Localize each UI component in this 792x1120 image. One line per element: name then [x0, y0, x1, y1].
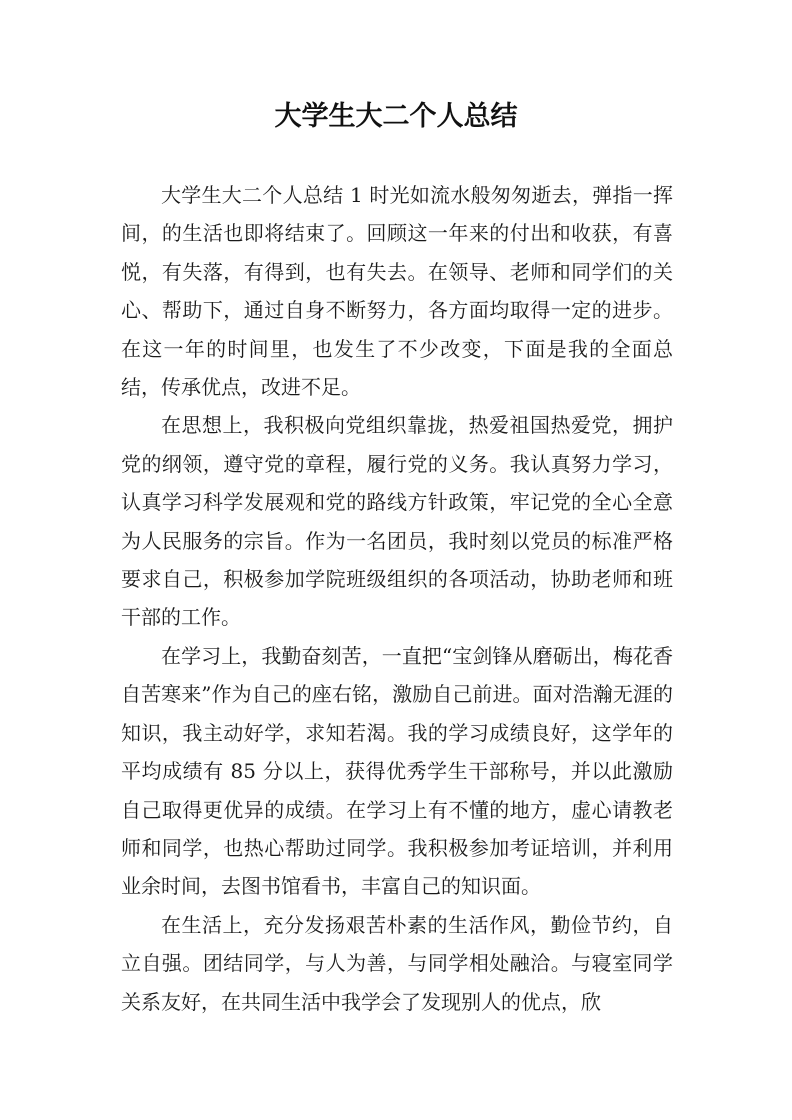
paragraph-life: 在生活上，充分发扬艰苦朴素的生活作风，勤俭节约，自立自强。团结同学，与人为善，与同学相处融洽。与寝室同学关系友好，在共同生活中我学会了发现别人的优点，欣: [121, 912, 673, 1014]
paragraph-study: 在学习上，我勤奋刻苦，一直把“宝剑锋从磨砺出，梅花香自苦寒来”作为自己的座右铭，激励自己前进。面对浩瀚无涯的知识，我主动好学，求知若渴。我的学习成绩良好，这学年的平均成绩有 85 分以上，获得优秀学生干部称号，并以此激励自己取得更优异的成绩。在学习上有不懂的地方，虚心请教老师和同学，也热心帮助过同学。我积极参加考证培训，并利用业余时间，去图书馆看书，丰富自己的知识面。: [121, 643, 673, 899]
document-title: 大学生大二个人总结: [274, 101, 518, 132]
paragraph-ideology: 在思想上，我积极向党组织靠拢，热爱祖国热爱党，拥护党的纲领，遵守党的章程，履行党的义务。我认真努力学习，认真学习科学发展观和党的路线方针政策，牢记党的全心全意为人民服务的宗旨。作为一名团员，我时刻以党员的标准严格要求自己，积极参加学院班级组织的各项活动，协助老师和班干部的工作。: [121, 413, 673, 630]
paragraph-intro: 大学生大二个人总结 1 时光如流水般匆匆逝去，弹指一挥间，的生活也即将结束了。回顾这一年来的付出和收获，有喜悦，有失落，有得到，也有失去。在领导、老师和同学们的关心、帮助下，通过自身不断努力，各方面均取得一定的进步。在这一年的时间里，也发生了不少改变，下面是我的全面总结，传承优点，改进不足。: [121, 183, 673, 400]
document-body: [121, 176, 673, 1021]
